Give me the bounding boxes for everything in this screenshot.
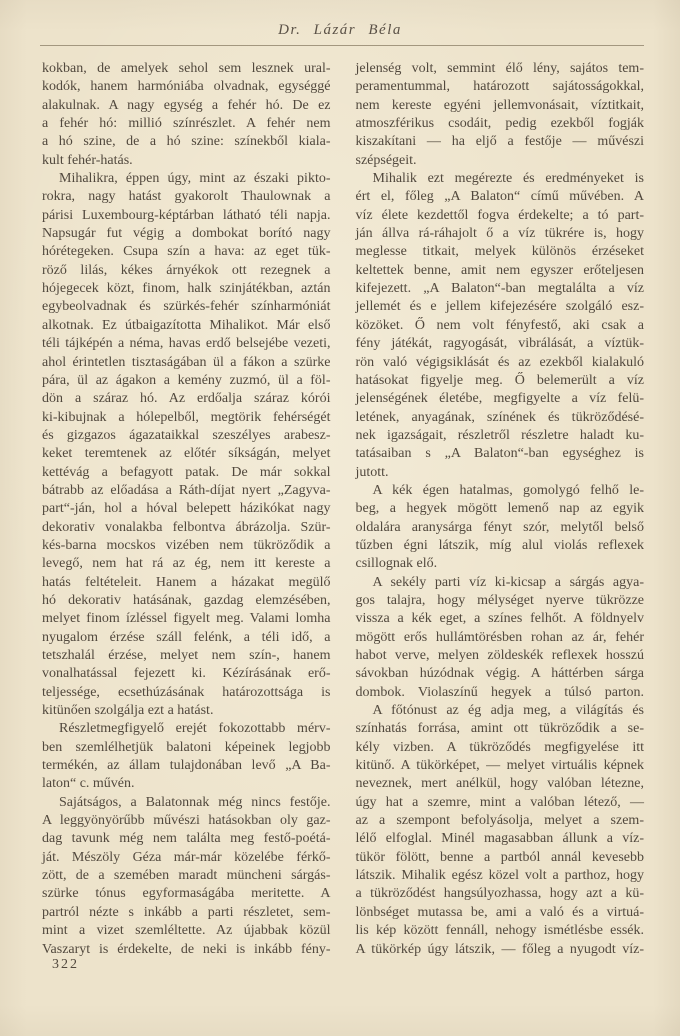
text-line: Mihalikra, éppen úgy, mint az északi pikto- — [59, 171, 331, 187]
text-line: beg, a hegyek mögött lemenő nap az egyik — [355, 501, 644, 517]
text-line: nek igazságait, részletről részletre haladt ku- — [355, 427, 644, 443]
text-line: keltettek benne, amit nem egyszer erőteljesen — [355, 262, 644, 278]
text-line: jelenségének életébe, megfigyelte a víz felü- — [355, 391, 644, 407]
text-line: tetszhalál érzése, melyet nem szín-, hanem — [42, 648, 331, 663]
page-header-author: Dr. Lázár Béla — [278, 22, 402, 38]
text-line: párisi Luxembourg-képtárban látható téli napja. — [42, 207, 331, 223]
text-line: hatásokat figyelje meg. Ő belemerült a víz — [355, 372, 644, 388]
text-line: teljessége, ecsethúzásának határozottsága is — [42, 684, 331, 700]
text-line: ahol érintetlen tisztaságában ül a fákon a szürke — [42, 354, 331, 370]
text-line: dekorativ vonalakba felbontva ábrázolja. Szür- — [42, 519, 331, 535]
text-line: A főtónust az ég adja meg, a világítás és — [372, 703, 644, 719]
text-line: vissza a kék eget, a színes felhőt. A földnyelv — [355, 611, 644, 627]
text-line: A leggyönyörűbb művészi hatásokban oly gaz- — [42, 813, 331, 829]
text-line: vonalhatással fejezett ki. Kézírásának erő- — [42, 666, 331, 682]
text-line: téli tájképén a néma, havas erdő belsejébe vezeti, — [42, 336, 331, 352]
text-line: ben szemlélhetjük balatoni képeinek legjobb — [42, 739, 331, 755]
column-left — [42, 60, 331, 959]
text-line: hatás feltételeit. Hanem a házakat megülő — [42, 574, 331, 590]
text-line: kitünő. A tükörképet, — melyet virtuális képnek — [355, 758, 644, 774]
header-rule — [40, 45, 644, 46]
text-line: dag tavunk még nem találta meg festő-poétá- — [42, 831, 331, 847]
text-line: nem kereste egyéni jellemvonásait, víztitkait, — [355, 97, 644, 113]
text-line: pára, ül az ágakon a kemény zuzmó, ül a föl- — [42, 372, 331, 388]
text-line: jellemét és e jellem kifejezésére szolgáló esz- — [355, 299, 644, 315]
text-line: Mihalik ezt megérezte és eredményeket is — [372, 171, 644, 187]
text-line: A kék égen hatalmas, gomolygó felhő le- — [372, 482, 644, 498]
text-line: tükör fölött, benne a partból annál kevesebb — [355, 849, 644, 865]
text-line: habot verve, melyen zöldeskék reflexek hosszú — [355, 648, 644, 663]
text-line: laton“ c. művén. — [42, 776, 135, 792]
text-line: letének, anyagának, színének és tükröződésé- — [355, 409, 644, 425]
text-line: ki-kibujnak a hólepelből, megtörik fehérségét — [42, 409, 331, 425]
text-line: ért el, főleg „A Balaton“ című művében. A — [355, 189, 644, 205]
text-line: szürke tónus egyformaságába meritette. A — [42, 886, 331, 902]
text-line: tatásaiban s „A Balaton“-ban egységhez is — [355, 446, 644, 462]
text-line: kodók, hanem harmóniába olvadnak, egységgé — [42, 79, 331, 95]
text-line: ját. Mészöly Géza már-már közelébe férkő- — [42, 849, 331, 865]
text-line: gos talajra, hogy mélységet nyerve tükrözze — [355, 592, 644, 608]
text-line: jutott. — [355, 464, 389, 480]
text-line: bátrabb az előadása a Ráth-díjat nyert „Zagyva- — [42, 482, 331, 498]
text-line: csillognak elő. — [355, 556, 438, 572]
text-line: mögött erős hullámtörésben rohan az ár, fehér — [355, 629, 644, 645]
text-line: egybeolvadnak és szürkés-fehér színharmóniát — [42, 299, 331, 315]
text-line: lönbséget mutassa be, ami a való és a virtuá- — [355, 904, 644, 920]
text-line: kiszakítani — ha eljő a festője — művészi — [355, 134, 644, 150]
text-line: partról nézte s inkább a parti részletet, sem- — [42, 904, 331, 920]
text-line: A sekély parti víz ki-kicsap a sárgás agya- — [372, 574, 644, 590]
text-line: a tükröződést hangsúlyozhassa, hogy azt a kü- — [355, 886, 644, 902]
text-line: Vaszaryt is érdekelte, de neki is inkább fény- — [42, 941, 331, 957]
text-line: jelenség volt, semmint élő lény, sajátos tem- — [355, 61, 644, 76]
text-line: röző lilás, kékes árnyékok ott rezegnek a — [42, 262, 331, 278]
text-line: kély vizben. A tükröződés megfigyelése itt — [355, 739, 644, 755]
column-right — [356, 60, 645, 959]
text-line: dombok. Violaszínű hegyek a túlsó parton. — [355, 684, 644, 700]
text-line: kifejezett. „A Balaton“-ban megtalálta a víz — [355, 281, 644, 297]
text-line: az a szempont befolyásolja, melyet a szem- — [355, 813, 644, 829]
text-line: dön a száraz hó. Az erdőalja száraz kórói — [42, 391, 331, 407]
text-line: nyugalom érzése száll felénk, a téli idő, a — [42, 629, 331, 645]
text-line: kokban, de amelyek sehol sem lesznek ural- — [42, 61, 331, 76]
text-line: termékén, az állam tulajdonában levő „A Ba- — [42, 758, 331, 774]
text-line: lis kép között fennáll, nehogy ismétlésbe essék. — [355, 923, 644, 939]
text-line: hórétegeken. Csupa szín a hava: az eget tük- — [42, 244, 331, 260]
text-line: oldalára aranysárga fényt szór, melytől belső — [355, 519, 644, 535]
text-line: Részletmegfigyelő erejét fokozottabb mérv- — [59, 721, 331, 737]
text-line: tűzben égni látszik, míg alul violás reflexek — [355, 537, 644, 553]
text-line: a hó szine, de a hó szine: színekből kiala- — [42, 134, 331, 150]
text-line: part“-ján, hol a hóval belepett házikókat nagy — [42, 501, 331, 517]
text-line: fény játékát, ragyogását, vibrálását, a víztük- — [355, 336, 644, 352]
text-line: hó dekorativ hatásának, gazdag elemzésében, — [42, 592, 331, 608]
text-line: mint a vizet szemléltette. Az újabbak közül — [42, 923, 331, 939]
text-line: Sajátságos, a Balatonnak még nincs festője. — [59, 794, 331, 810]
text-line: kettévág a befagyott patak. De már sokkal — [42, 464, 331, 480]
text-line: közöket. Ő nem volt fényfestő, aki csak a — [355, 317, 644, 333]
text-line: hójegecek közt, finom, halk szinjátékban, aztán — [42, 281, 331, 297]
text-line: lélő elfoglal. Minél magasabban állunk a víz- — [355, 831, 644, 847]
text-line: és gizgazos ágazataikkal szeszélyes arabesz- — [42, 427, 331, 443]
text-line: A tükörkép úgy látszik, — főleg a nyugodt víz- — [355, 941, 644, 957]
text-line: kitünően szolgálja ezt a hatást. — [42, 703, 214, 719]
text-line: melyet finom ízléssel figyelt meg. Valami lomha — [42, 611, 331, 627]
text-line: neveznek, mert anélkül, hogy valóban létezne, — [355, 776, 644, 792]
text-line: levegő, nem hat rá az ég, nem itt kereste a — [42, 556, 331, 572]
text-line: úgy hat a szemre, mint a valóban létező, — — [355, 794, 644, 810]
text-line: meglesse titkait, melyek különös érzéseket — [355, 244, 644, 260]
text-columns — [42, 60, 644, 959]
text-line: atmoszférikus csodáit, pedig ezekből fogják — [355, 116, 644, 132]
text-line: színhatás forrása, amint ott tükröződik a se- — [355, 721, 644, 737]
text-line: zött, de a szemében maradt müncheni sárgás- — [42, 868, 331, 884]
text-line: peramentummal, határozott sajátosságokkal, — [355, 79, 644, 95]
text-line: sávokban húzódnak végig. A háttérben sárga — [355, 666, 644, 682]
text-line: a fehér hó: millió színrészlet. A fehér nem — [42, 116, 331, 132]
text-line: alakulnak. A nagy egység a fehér hó. De ez — [42, 97, 331, 113]
text-line: látszik. Mihalik egész közel volt a parthoz, hogy — [355, 868, 644, 884]
text-line: rokra, nagy hatást gyakorolt Thaulownak a — [42, 189, 331, 205]
text-line: szépségeit. — [355, 152, 417, 168]
text-line: rön való végigsiklását és az ezekből kialakuló — [355, 354, 644, 370]
text-line: ján állva rá-ráhajolt ő a víz tükrére is, hogy — [355, 226, 644, 242]
text-line: kés-barna mocskos vizében nem tükröződik a — [42, 537, 331, 553]
text-line: kult fehér-hatás. — [42, 152, 133, 168]
text-line: Napsugár fut végig a dombokat borító nagy — [42, 226, 331, 242]
text-line: keket teremtenek az előtér síkságán, melyet — [42, 446, 331, 462]
text-line: alkotnak. Ez útbaigazította Mihalikot. Már első — [42, 317, 331, 333]
page-number: 322 — [52, 957, 79, 972]
text-line: víz élete kezdettől fogva érdekelte; a tó part- — [355, 207, 644, 223]
